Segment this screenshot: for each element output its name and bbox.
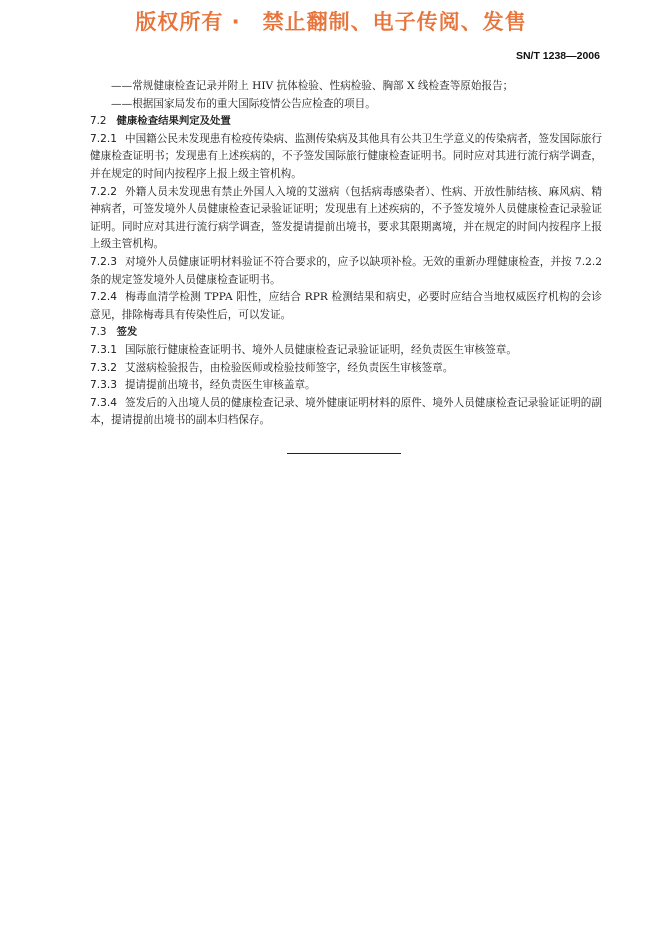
document-body (90, 78, 602, 430)
clause-7-2-2 (90, 184, 602, 254)
section-title: 健康检查结果判定及处置 (116, 115, 231, 128)
clause-text: 提请提前出境书，经负责医生审核盖章。 (124, 379, 316, 392)
section-heading-7-3 (90, 324, 602, 342)
clause-number: 7.3.3 (90, 379, 117, 392)
clause-7-2-1 (90, 131, 602, 184)
section-title: 签发 (116, 326, 138, 339)
clause-text: 梅毒血清学检测 TPPA 阳性，应结合 RPR 检测结果和病史，必要时应结合当地权威医疗机构的会诊意见，排除梅毒具有传染性后，可以发证。 (90, 291, 602, 321)
clause-7-3-2 (90, 360, 602, 378)
clause-7-2-4 (90, 289, 602, 324)
copyright-watermark: 版权所有 · 禁止翻制、电子传阅、发售 (135, 10, 527, 34)
section-number: 7.2 (90, 115, 107, 128)
clause-7-2-3 (90, 254, 602, 289)
dash-item: ——根据国家局发布的重大国际疫情公告应检查的项目。 (111, 97, 376, 110)
section-heading-7-2 (90, 113, 602, 131)
clause-text: 签发后的入出境人员的健康检查记录、境外健康证明材料的原件、境外人员健康检查记录验证证明的副本，提请提前出境书的副本归档保存。 (90, 396, 602, 427)
clause-number: 7.3.2 (90, 361, 117, 374)
clause-text: 中国籍公民未发现患有检疫传染病、监测传染病及其他具有公共卫生学意义的传染病者，签发国际旅行健康检查证明书；发现患有上述疾病的，不予签发国际旅行健康检查证明书。同时应对其进行流行病学调查，并在规定的时间内按程序上报上级主管机构。 (90, 132, 602, 180)
standard-code: SN/T 1238—2006 (515, 50, 600, 62)
clause-number: 7.2.2 (90, 185, 117, 198)
clause-7-3-4 (90, 395, 602, 430)
clause-7-3-1 (90, 342, 602, 360)
clause-number: 7.2.3 (90, 255, 117, 268)
clause-text: 国际旅行健康检查证明书、境外人员健康检查记录验证证明，经负责医生审核签章。 (124, 343, 517, 356)
clause-number: 7.3.4 (90, 396, 117, 409)
clause-number: 7.2.4 (90, 291, 117, 304)
end-of-document-rule (287, 453, 401, 454)
clause-7-3-3 (90, 377, 602, 395)
section-number: 7.3 (90, 326, 107, 339)
clause-number: 7.3.1 (90, 343, 117, 356)
clause-text: 艾滋病检验报告，由检验医师或检验技师签字，经负责医生审核签章。 (124, 361, 454, 374)
clause-text: 外籍人员未发现患有禁止外国人入境的艾滋病（包括病毒感染者）、性病、开放性肺结核、麻风病、精神病者，可签发境外人员健康检查记录验证证明；发现患有上述疾病的，不予签发境外人员健康检查记录验证证明。同时应对其进行流行病学调查，签发提请提前出境书，要求其限期离境，并在规定的时间内按程序上报上级主管机构。 (90, 185, 602, 251)
clause-text: 对境外人员健康证明材料验证不符合要求的，应予以缺项补检。无效的重新办理健康检查，并按 7.2.2 条的规定签发境外人员健康检查证明书。 (90, 255, 602, 286)
clause-number: 7.2.1 (90, 132, 117, 145)
dash-item: ——常规健康检查记录并附上 HIV 抗体检验、性病检验、胸部 X 线检查等原始报告； (111, 80, 514, 92)
